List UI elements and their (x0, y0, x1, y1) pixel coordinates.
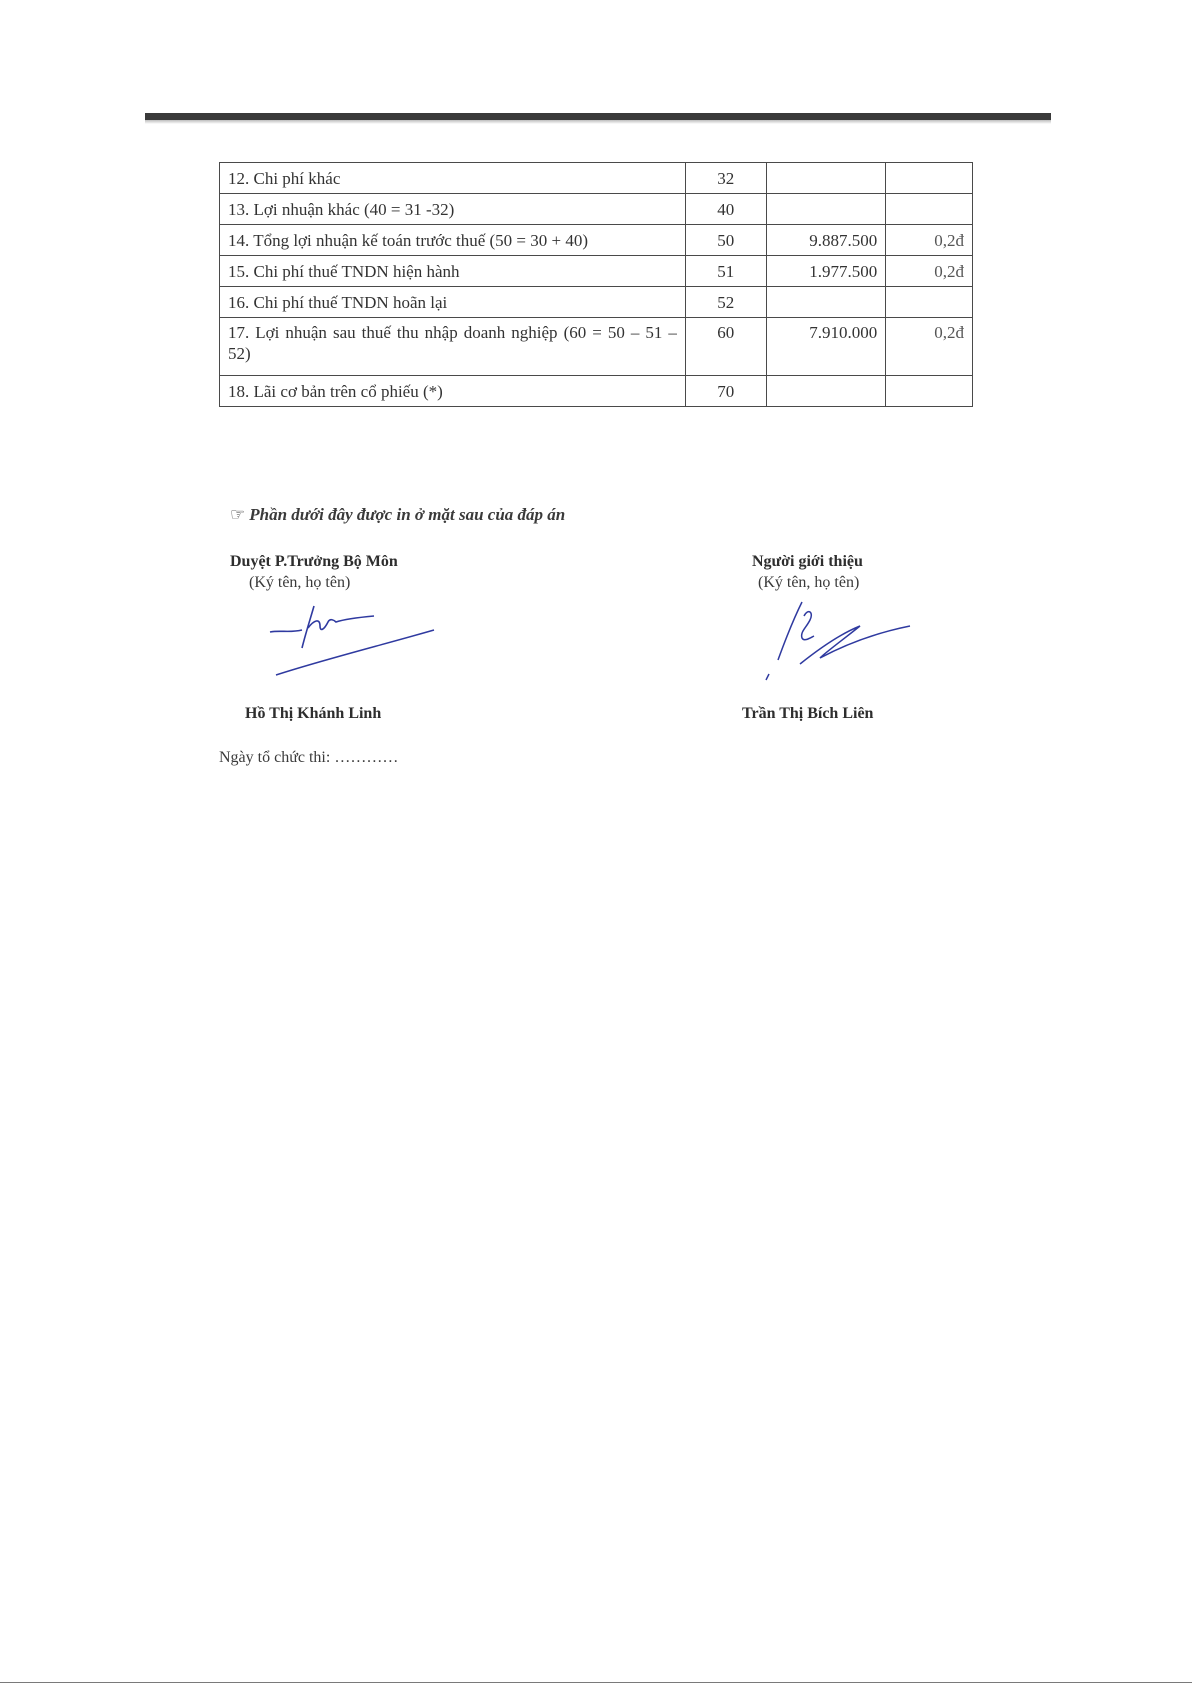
print-note-text: Phần dưới đây được in ở mặt sau của đáp án (249, 505, 566, 524)
income-statement-table (219, 162, 973, 407)
row-description: 16. Chi phí thuế TNDN hoãn lại (220, 287, 686, 318)
row-code: 70 (685, 376, 766, 407)
table-row (220, 256, 973, 287)
exam-date: Ngày tổ chức thi: ………… (219, 749, 399, 766)
row-description: 18. Lãi cơ bản trên cổ phiếu (*) (220, 376, 686, 407)
row-code: 60 (685, 318, 766, 376)
presenter-subtitle: (Ký tên, họ tên) (758, 574, 860, 591)
row-amount: 9.887.500 (766, 225, 886, 256)
presenter-signature (760, 598, 920, 688)
row-amount: 7.910.000 (766, 318, 886, 376)
row-amount: 1.977.500 (766, 256, 886, 287)
row-score: 0,2đ (886, 318, 973, 376)
row-score (886, 287, 973, 318)
table-row (220, 287, 973, 318)
approver-signature (262, 600, 442, 680)
table-row (220, 163, 973, 194)
row-code: 52 (685, 287, 766, 318)
presenter-title: Người giới thiệu (752, 553, 863, 570)
row-score (886, 376, 973, 407)
table-row (220, 194, 973, 225)
row-code: 32 (685, 163, 766, 194)
row-description: 12. Chi phí khác (220, 163, 686, 194)
print-note (230, 505, 565, 525)
row-description: 15. Chi phí thuế TNDN hiện hành (220, 256, 686, 287)
row-amount (766, 194, 886, 225)
pointing-hand-icon: ☞ (230, 505, 246, 524)
presenter-name: Trần Thị Bích Liên (742, 705, 874, 722)
table-row (220, 318, 973, 376)
row-score (886, 194, 973, 225)
table-row (220, 225, 973, 256)
row-code: 51 (685, 256, 766, 287)
header-rule (145, 113, 1051, 120)
approver-subtitle: (Ký tên, họ tên) (249, 574, 351, 591)
footer-rule (0, 1682, 1192, 1683)
row-code: 50 (685, 225, 766, 256)
row-amount (766, 376, 886, 407)
row-score (886, 163, 973, 194)
row-description: 14. Tổng lợi nhuận kế toán trước thuế (50 = 30 + 40) (220, 225, 686, 256)
row-description: 17. Lợi nhuận sau thuế thu nhập doanh nghiệp (60 = 50 – 51 – 52) (220, 318, 686, 376)
row-amount (766, 287, 886, 318)
row-description: 13. Lợi nhuận khác (40 = 31 -32) (220, 194, 686, 225)
header-rule-shadow (145, 120, 1051, 124)
table-row (220, 376, 973, 407)
approver-name: Hồ Thị Khánh Linh (245, 705, 382, 722)
row-score: 0,2đ (886, 256, 973, 287)
approver-title: Duyệt P.Trưởng Bộ Môn (230, 553, 398, 570)
row-code: 40 (685, 194, 766, 225)
row-score: 0,2đ (886, 225, 973, 256)
row-amount (766, 163, 886, 194)
